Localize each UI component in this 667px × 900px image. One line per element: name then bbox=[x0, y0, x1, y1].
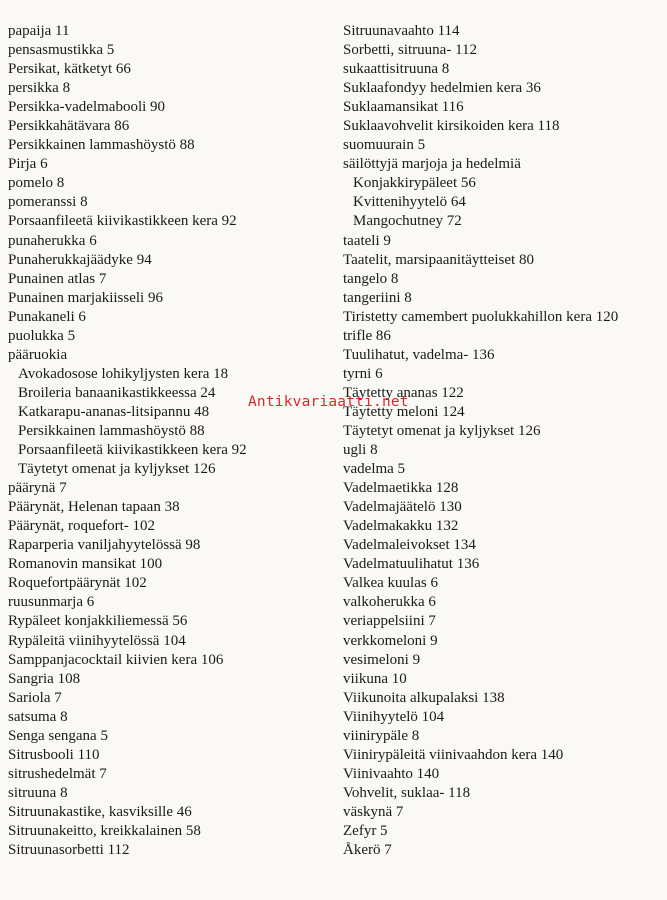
index-subentry: Katkarapu-ananas-litsipannu 48 bbox=[18, 403, 210, 420]
index-entry: Täytetty meloni 124 bbox=[343, 403, 465, 420]
index-entry: Sitruunakeitto, kreikkalainen 58 bbox=[8, 822, 201, 839]
index-entry: puolukka 5 bbox=[8, 327, 76, 344]
index-entry: pomeranssi 8 bbox=[8, 194, 88, 211]
index-entry: taateli 9 bbox=[343, 232, 391, 249]
index-entry: Punaherukkajäädyke 94 bbox=[8, 251, 152, 268]
index-entry: Roquefortpäärynät 102 bbox=[8, 575, 147, 592]
index-entry: päärynä 7 bbox=[8, 480, 67, 497]
index-entry: vesimeloni 9 bbox=[343, 651, 421, 668]
index-entry: valkoherukka 6 bbox=[343, 594, 436, 611]
index-entry: Tiristetty camembert puolukkahillon kera 120 bbox=[343, 308, 619, 325]
index-entry: verkkomeloni 9 bbox=[343, 632, 438, 649]
index-subentry: Kvittenihyytelö 64 bbox=[353, 194, 466, 211]
index-entry: Suklaavohvelit kirsikoiden kera 118 bbox=[343, 118, 560, 135]
index-entry: Viinirypäleitä viinivaahdon kera 140 bbox=[343, 746, 564, 763]
index-entry: tangeriini 8 bbox=[343, 289, 412, 306]
index-entry: Täytetyt omenat ja kyljykset 126 bbox=[343, 422, 541, 439]
index-subentry: Konjakkirypäleet 56 bbox=[353, 175, 476, 192]
index-entry: tyrni 6 bbox=[343, 365, 383, 382]
index-entry: Sitruunavaahto 114 bbox=[343, 23, 460, 39]
index-entry: Persikka-vadelmabooli 90 bbox=[8, 99, 166, 116]
index-entry: viikuna 10 bbox=[343, 670, 407, 687]
index-entry: Suklaafondyy hedelmien kera 36 bbox=[343, 80, 541, 97]
index-subentry: Täytetyt omenat ja kyljykset 126 bbox=[18, 461, 216, 478]
index-entry: Sitruunasorbetti 112 bbox=[8, 842, 130, 859]
index-entry: Vadelmaleivokset 134 bbox=[343, 537, 476, 554]
index-entry: Tuulihatut, vadelma- 136 bbox=[343, 346, 495, 363]
index-entry: Persikkahätävara 86 bbox=[8, 118, 130, 135]
index-entry: Viinihyytelö 104 bbox=[343, 708, 445, 725]
index-entry: Sariola 7 bbox=[8, 689, 62, 706]
index-entry: säilöttyjä marjoja ja hedelmiä bbox=[343, 156, 521, 173]
index-entry: Vadelmaetikka 128 bbox=[343, 480, 459, 497]
index-entry: vadelma 5 bbox=[343, 461, 406, 478]
index-subentry: Porsaanfileetä kiivikastikkeen kera 92 bbox=[18, 442, 247, 459]
index-entry: sitrushedelmät 7 bbox=[8, 765, 107, 782]
index-entry: Sorbetti, sitruuna- 112 bbox=[343, 42, 478, 59]
index-entry: Punainen atlas 7 bbox=[8, 270, 107, 287]
index-column-left bbox=[8, 22, 333, 860]
index-entry: Vadelmatuulihatut 136 bbox=[343, 556, 480, 573]
index-entry: Päärynät, Helenan tapaan 38 bbox=[8, 499, 180, 516]
index-entry: Viikunoita alkupalaksi 138 bbox=[343, 689, 505, 706]
index-entry: ugli 8 bbox=[343, 442, 378, 459]
index-entry: Rypäleitä viinihyytelössä 104 bbox=[8, 632, 186, 649]
index-entry: Sitruunakastike, kasviksille 46 bbox=[8, 803, 192, 820]
index-entry: Zefyr 5 bbox=[343, 822, 388, 839]
index-entry: Persikat, kätketyt 66 bbox=[8, 61, 131, 78]
index-entry: Romanovin mansikat 100 bbox=[8, 556, 163, 573]
index-entry: sitruuna 8 bbox=[8, 784, 68, 801]
index-subentry: Mangochutney 72 bbox=[353, 213, 462, 230]
index-entry: punaherukka 6 bbox=[8, 232, 97, 249]
index-entry: Senga sengana 5 bbox=[8, 727, 108, 744]
index-subentry: Broileria banaanikastikkeessa 24 bbox=[18, 384, 216, 401]
index-entry: sukaattisitruuna 8 bbox=[343, 61, 450, 78]
index-entry: Taatelit, marsipaanitäytteiset 80 bbox=[343, 251, 534, 268]
index-entry: Samppanjacocktail kiivien kera 106 bbox=[8, 651, 224, 668]
index-subentry: Avokadosose lohikyljysten kera 18 bbox=[18, 365, 229, 382]
index-entry: tangelo 8 bbox=[343, 270, 399, 287]
index-entry: Täytetty ananas 122 bbox=[343, 384, 464, 401]
index-entry: väskynä 7 bbox=[343, 803, 404, 820]
index-entry: pomelo 8 bbox=[8, 175, 65, 192]
index-entry: trifle 86 bbox=[343, 327, 391, 344]
index-entry: persikka 8 bbox=[8, 80, 71, 97]
index-entry: Raparperia vaniljahyytelössä 98 bbox=[8, 537, 201, 554]
index-entry: Viinivaahto 140 bbox=[343, 765, 440, 782]
index-entry: Suklaamansikat 116 bbox=[343, 99, 464, 116]
index-entry: Pirja 6 bbox=[8, 156, 48, 173]
index-entry: Åkerö 7 bbox=[343, 842, 392, 859]
index-subentry: Persikkainen lammashöystö 88 bbox=[18, 422, 205, 439]
index-entry: Vadelmakakku 132 bbox=[343, 518, 459, 535]
index-entry: satsuma 8 bbox=[8, 708, 68, 725]
index-entry: veriappelsiini 7 bbox=[343, 613, 436, 630]
index-entry: ruusunmarja 6 bbox=[8, 594, 95, 611]
index-entry: Porsaanfileetä kiivikastikkeen kera 92 bbox=[8, 213, 237, 230]
index-entry: Valkea kuulas 6 bbox=[343, 575, 438, 592]
index-entry: Punainen marjakiisseli 96 bbox=[8, 289, 163, 306]
index-entry: Vohvelit, suklaa- 118 bbox=[343, 784, 471, 801]
index-entry: pensasmustikka 5 bbox=[8, 42, 115, 59]
index-entry: Päärynät, roquefort- 102 bbox=[8, 518, 156, 535]
index-entry: suomuurain 5 bbox=[343, 137, 426, 154]
index-column-right bbox=[343, 22, 663, 860]
index-entry: Sitrusbooli 110 bbox=[8, 746, 100, 763]
watermark: Antikvariaatti.net bbox=[248, 394, 409, 410]
index-entry: viinirypäle 8 bbox=[343, 727, 420, 744]
index-entry: papaija 11 bbox=[8, 23, 70, 39]
index-entry: Sangria 108 bbox=[8, 670, 81, 687]
index-entry: Rypäleet konjakkiliemessä 56 bbox=[8, 613, 188, 630]
index-entry: Punakaneli 6 bbox=[8, 308, 86, 325]
index-entry: Persikkainen lammashöystö 88 bbox=[8, 137, 195, 154]
index-entry: pääruokia bbox=[8, 346, 68, 363]
index-entry: Vadelmajäätelö 130 bbox=[343, 499, 462, 516]
